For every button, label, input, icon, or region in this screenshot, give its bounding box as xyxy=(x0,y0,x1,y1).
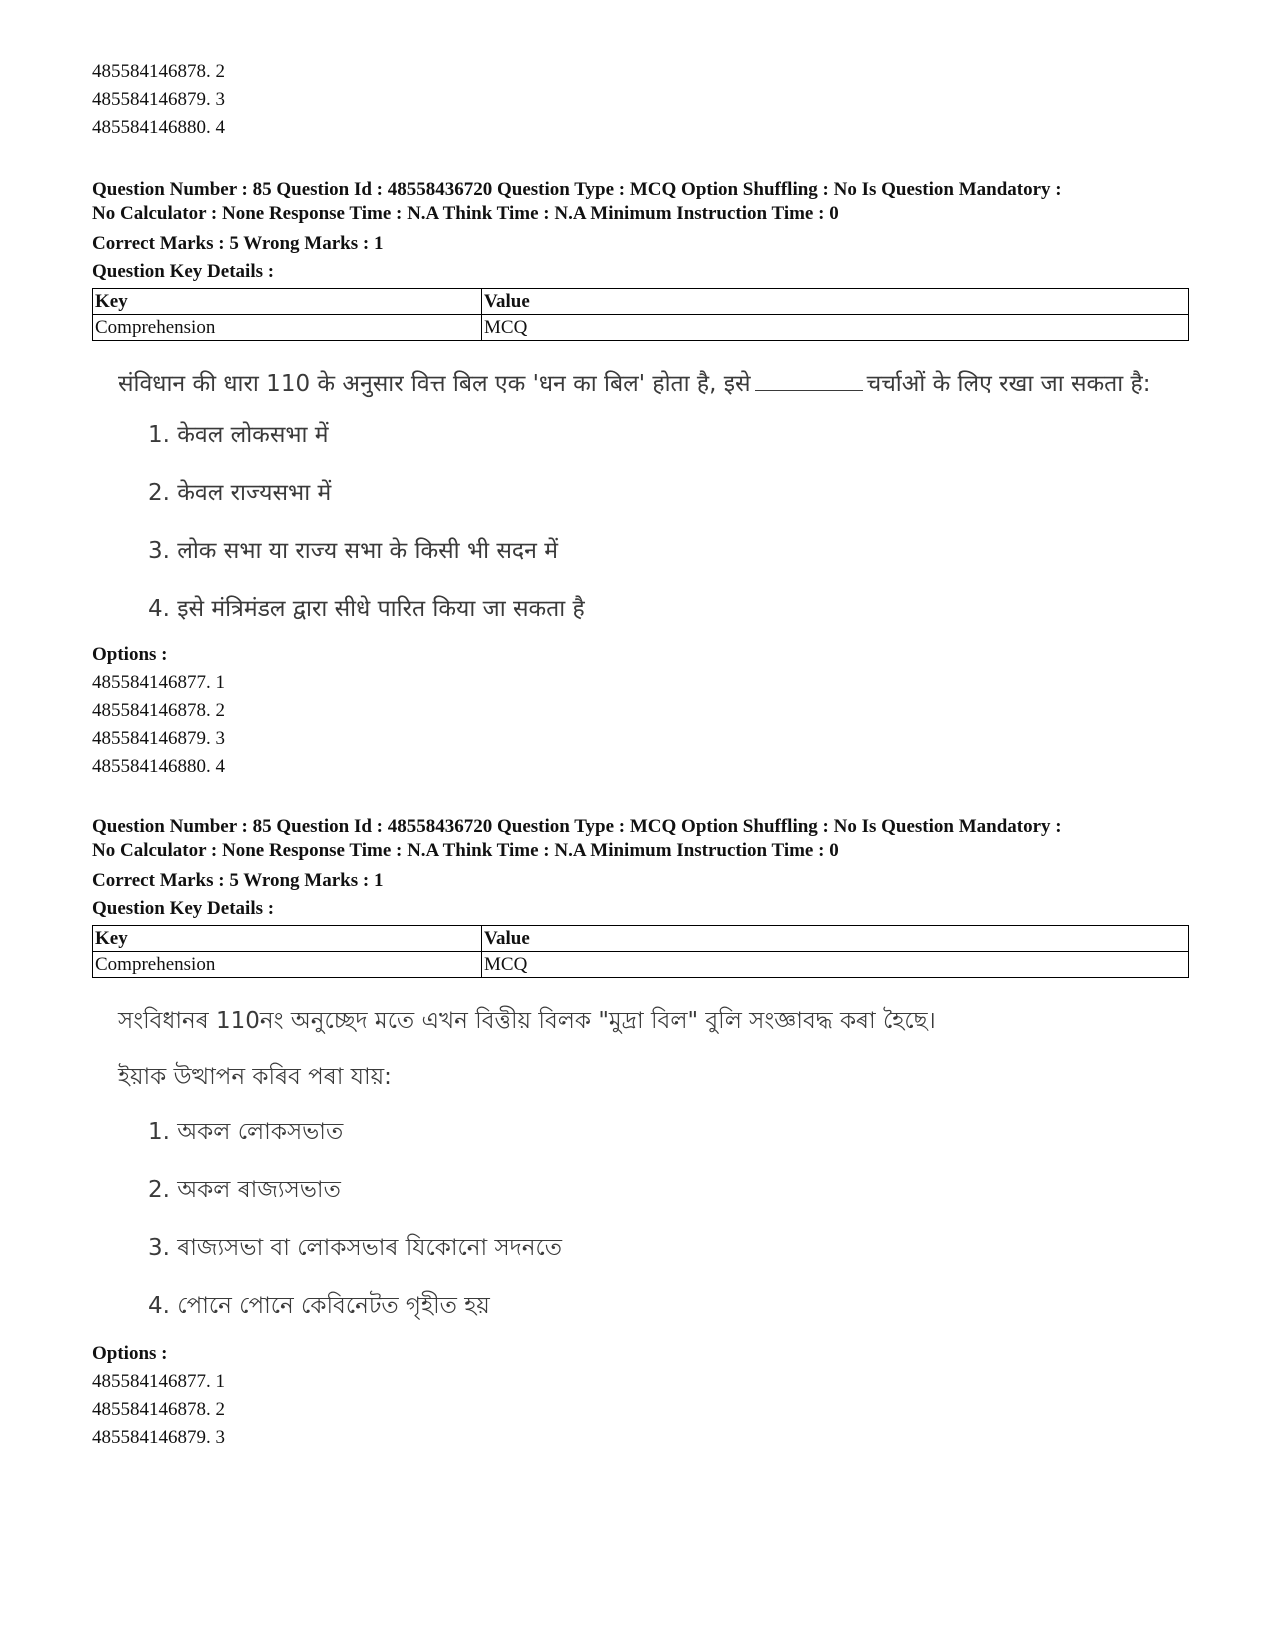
table-header-key: Key xyxy=(93,289,482,315)
question-header-line-1: Question Number : 85 Question Id : 48558436720 Question Type : MCQ Option Shuffling : No Is Question Mandatory : xyxy=(92,179,1062,200)
option-line: 485584146880. 4 xyxy=(92,117,225,138)
choice-item: 1. অকল লোকসভাত xyxy=(148,1119,344,1145)
options-list xyxy=(92,669,1192,781)
option-line: 485584146877. 1 xyxy=(92,672,225,693)
question-header-line-1: Question Number : 85 Question Id : 48558436720 Question Type : MCQ Option Shuffling : No Is Question Mandatory : xyxy=(92,816,1062,837)
table-row xyxy=(93,315,1189,341)
document-page xyxy=(92,58,1192,1452)
table-header-key: Key xyxy=(93,926,482,952)
question-text-part-2: चर्चाओं के लिए रखा जा सकता है: xyxy=(866,371,1151,397)
top-options-list xyxy=(92,58,1192,142)
choice-item: 4. इसे मंत्रिमंडल द्वारा सीधे पारित किया जा सकता है xyxy=(148,596,585,622)
choice-item: 3. ৰাজ্যসভা বা লোকসভাৰ যিকোনো সদনতে xyxy=(148,1235,562,1261)
marks-line: Correct Marks : 5 Wrong Marks : 1 xyxy=(92,233,384,254)
key-details-table xyxy=(92,925,1189,978)
options-label: Options : xyxy=(92,644,168,665)
choice-item: 2. অকল ৰাজ্যসভাত xyxy=(148,1177,341,1203)
question-header-line-2: No Calculator : None Response Time : N.A Think Time : N.A Minimum Instruction Time : 0 xyxy=(92,840,839,861)
question-choices xyxy=(148,419,1192,633)
options-label: Options : xyxy=(92,1343,168,1364)
choice-item: 1. केवल लोकसभा में xyxy=(148,422,329,448)
question-choices xyxy=(148,1116,1192,1330)
question-text-line-1: সংবিধানৰ 110নং অনুচ্ছেদ মতে এখন বিত্তীয় বিলক "মুদ্ৰা বিল" বুলি সংজ্ঞাবদ্ধ কৰা হৈছে। xyxy=(118,1008,936,1034)
table-header-row xyxy=(93,289,1189,315)
options-list xyxy=(92,1368,1192,1452)
option-line: 485584146878. 2 xyxy=(92,1399,225,1420)
option-line: 485584146878. 2 xyxy=(92,700,225,721)
option-line: 485584146878. 2 xyxy=(92,61,225,82)
answer-blank xyxy=(755,368,863,391)
table-header-value: Value xyxy=(482,926,1189,952)
question-block-hindi xyxy=(92,178,1192,781)
question-header-line-2: No Calculator : None Response Time : N.A Think Time : N.A Minimum Instruction Time : 0 xyxy=(92,203,839,224)
option-line: 485584146879. 3 xyxy=(92,1427,225,1448)
table-header-value: Value xyxy=(482,289,1189,315)
option-line: 485584146877. 1 xyxy=(92,1371,225,1392)
question-text-part-1: संविधान की धारा 110 के अनुसार वित्त बिल एक 'धन का बिल' होता है, इसे xyxy=(118,371,751,397)
choice-item: 3. लोक सभा या राज्य सभा के किसी भी सदन में xyxy=(148,538,558,564)
question-text xyxy=(118,367,1178,401)
option-line: 485584146879. 3 xyxy=(92,89,225,110)
option-line: 485584146879. 3 xyxy=(92,728,225,749)
question-header xyxy=(92,815,1192,863)
marks-line: Correct Marks : 5 Wrong Marks : 1 xyxy=(92,870,384,891)
question-header xyxy=(92,178,1192,226)
table-cell-value: MCQ xyxy=(482,315,1189,341)
question-text-line-2: ইয়াক উত্থাপন কৰিব পৰা যায়: xyxy=(118,1064,392,1090)
choice-item: 4. পোনে পোনে কেবিনেটত গৃহীত হয় xyxy=(148,1293,490,1319)
option-line: 485584146880. 4 xyxy=(92,756,225,777)
table-cell-key: Comprehension xyxy=(93,952,482,978)
key-details-table xyxy=(92,288,1189,341)
key-details-label: Question Key Details : xyxy=(92,898,275,919)
table-cell-key: Comprehension xyxy=(93,315,482,341)
choice-item: 2. केवल राज्यसभा में xyxy=(148,480,332,506)
table-header-row xyxy=(93,926,1189,952)
table-row xyxy=(93,952,1189,978)
table-cell-value: MCQ xyxy=(482,952,1189,978)
key-details-label: Question Key Details : xyxy=(92,261,275,282)
question-text xyxy=(118,1004,1178,1094)
question-block-assamese xyxy=(92,815,1192,1452)
